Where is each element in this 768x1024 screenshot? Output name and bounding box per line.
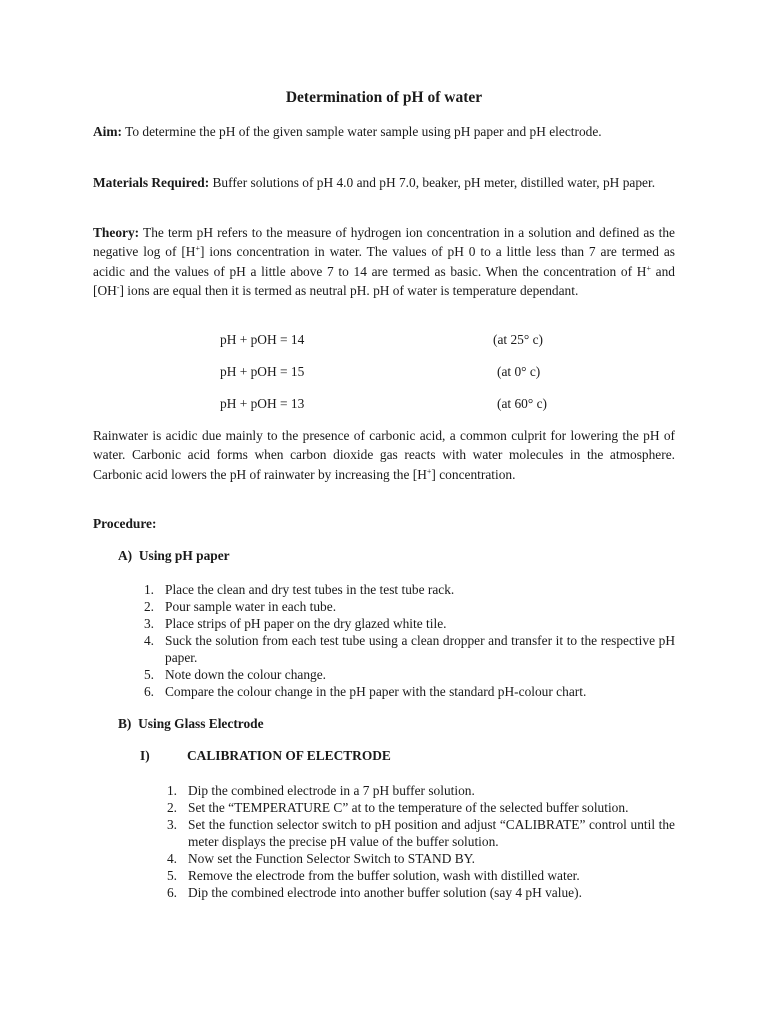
step-text: Note down the colour change. <box>165 667 327 682</box>
theory-sup-1: + <box>195 244 200 254</box>
step-number: 2. <box>143 599 154 614</box>
step-text: Place the clean and dry test tubes in the test tube rack. <box>165 582 455 597</box>
list-item <box>163 867 675 884</box>
equation-3: pH + pOH = 13 <box>220 396 305 411</box>
subsection-number: I) <box>140 748 150 763</box>
procedure-heading: Procedure: <box>93 516 157 531</box>
step-number: 1. <box>166 783 177 798</box>
step-text: Place strips of pH paper on the dry glazed white tile. <box>165 616 447 631</box>
step-number: 6. <box>143 684 154 699</box>
aim-text: To determine the pH of the given sample water sample using pH paper and pH electrode. <box>122 124 602 139</box>
step-text: Dip the combined electrode in a 7 pH buffer solution. <box>188 783 475 798</box>
section-a-heading: A) Using pH paper <box>118 548 230 563</box>
theory-text-2: ] ions concentration in water. The values of pH 0 to a little less than 7 are termed as acidic and the values of pH a little above 7 to 14 are termed as basic. When the concentration of H <box>93 244 675 279</box>
step-number: 1. <box>143 582 154 597</box>
materials-text: Buffer solutions of pH 4.0 and pH 7.0, beaker, pH meter, distilled water, pH paper. <box>209 175 656 190</box>
step-number: 5. <box>166 868 177 883</box>
step-text: Compare the colour change in the pH paper with the standard pH-colour chart. <box>165 684 587 699</box>
equation-1-condition: (at 25° c) <box>493 332 543 347</box>
step-number: 3. <box>143 616 154 631</box>
calibration-heading: CALIBRATION OF ELECTRODE <box>187 748 391 763</box>
step-text: Pour sample water in each tube. <box>165 599 337 614</box>
list-item <box>140 683 675 700</box>
equation-2: pH + pOH = 15 <box>220 364 305 379</box>
step-number: 4. <box>166 851 177 866</box>
aim-label: Aim: <box>93 124 123 139</box>
theory-paragraph <box>93 223 675 300</box>
step-number: 3. <box>166 817 177 832</box>
step-number: 4. <box>143 633 154 648</box>
rainwater-text-2: ] concentration. <box>431 466 516 482</box>
theory-text-3: and [OH <box>93 263 675 298</box>
step-number: 6. <box>166 885 177 900</box>
aim-paragraph <box>93 122 675 141</box>
rainwater-paragraph <box>93 426 675 484</box>
section-b-heading: B) Using Glass Electrode <box>118 716 264 731</box>
list-item <box>140 581 675 598</box>
equation-1: pH + pOH = 14 <box>220 332 305 347</box>
step-text: Dip the combined electrode into another buffer solution (say 4 pH value). <box>188 885 582 900</box>
step-text: Suck the solution from each test tube using a clean dropper and transfer it to the respective pH paper. <box>165 633 675 665</box>
list-item <box>163 782 675 799</box>
rainwater-text-1: Rainwater is acidic due mainly to the presence of carbonic acid, a common culprit for lowering the pH of water. Carbonic acid forms when carbon dioxide gas reacts with water molecules in the atmosphere. Carbonic acid lowers the pH of rainwater by increasing the [H <box>93 428 675 482</box>
equation-3-condition: (at 60° c) <box>497 396 547 411</box>
step-text: Set the “TEMPERATURE C” at to the temperature of the selected buffer solution. <box>188 800 629 815</box>
step-number: 5. <box>143 667 154 682</box>
list-item <box>163 816 675 850</box>
list-item <box>140 632 675 666</box>
equation-2-condition: (at 0° c) <box>497 364 541 379</box>
list-item <box>163 799 675 816</box>
list-item <box>140 598 675 615</box>
section-b-steps <box>163 782 675 901</box>
list-item <box>163 850 675 867</box>
section-a-steps <box>140 581 675 700</box>
step-text: Set the function selector switch to pH position and adjust “CALIBRATE” control until the meter displays the precise pH value of the buffer solution. <box>188 817 675 849</box>
materials-paragraph <box>93 173 675 192</box>
step-text: Remove the electrode from the buffer solution, wash with distilled water. <box>188 868 580 883</box>
materials-label: Materials Required: <box>93 175 210 190</box>
rainwater-sup: + <box>426 466 432 476</box>
theory-sup-2: + <box>646 263 651 273</box>
theory-text-1: The term pH refers to the measure of hydrogen ion concentration in a solution and defined as the negative log of [H <box>93 225 675 260</box>
step-text: Now set the Function Selector Switch to STAND BY. <box>188 851 475 866</box>
page-title: Determination of pH of water <box>285 89 483 106</box>
theory-sup-3: - <box>116 282 120 292</box>
theory-label: Theory: <box>93 225 140 240</box>
list-item <box>140 666 675 683</box>
list-item <box>163 884 675 901</box>
step-number: 2. <box>166 800 177 815</box>
theory-text-4: ] ions are equal then it is termed as neutral pH. pH of water is temperature dependant. <box>119 282 579 298</box>
list-item <box>140 615 675 632</box>
